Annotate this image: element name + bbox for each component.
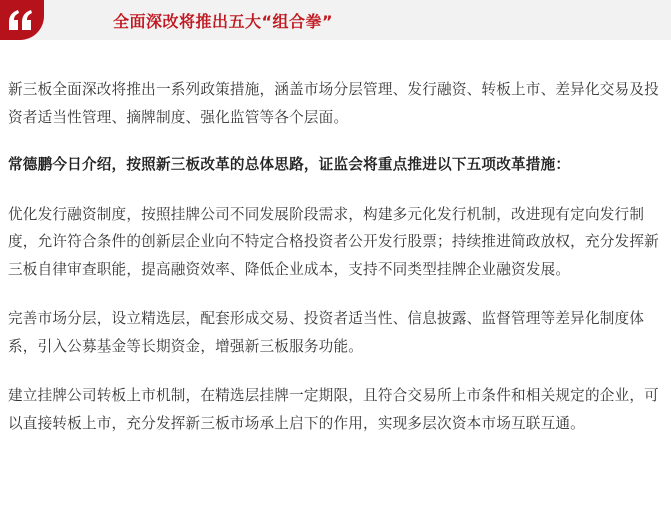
measure-paragraph-layering: 完善市场分层，设立精选层，配套形成交易、投资者适当性、信息披露、监督管理等差异化制度体系，引入公募基金等长期资金，增强新三板服务功能。 — [8, 310, 645, 355]
section-header — [0, 0, 671, 40]
quote-mark-icon — [7, 9, 35, 31]
measure-paragraph-financing: 优化发行融资制度，按照挂牌公司不同发展阶段需求，构建多元化发行机制，改进现有定向发行制度，允许符合条件的创新层企业向不特定合格投资者公开发行股票；持续推进简政放权，充分发挥新三板自律审查职能，提高融资效率、降低企业成本，支持不同类型挂牌企业融资发展。 — [8, 205, 659, 278]
intro-paragraph: 新三板全面深改将推出一系列政策措施，涵盖市场分层管理、发行融资、转板上市、差异化交易及投资者适当性管理、摘牌制度、强化监管等各个层面。 — [8, 81, 659, 126]
quote-badge — [0, 0, 44, 40]
article-body — [8, 76, 668, 437]
measure-paragraph-transfer: 建立挂牌公司转板上市机制，在精选层挂牌一定期限，且符合交易所上市条件和相关规定的企业，可以直接转板上市，充分发挥新三板市场承上启下的作用，实现多层次资本市场互联互通。 — [8, 387, 659, 432]
page-title: 全面深改将推出五大“组合拳” — [113, 12, 334, 31]
lead-statement: 常德鹏今日介绍，按照新三板改革的总体思路，证监会将重点推进以下五项改革措施： — [8, 156, 571, 173]
